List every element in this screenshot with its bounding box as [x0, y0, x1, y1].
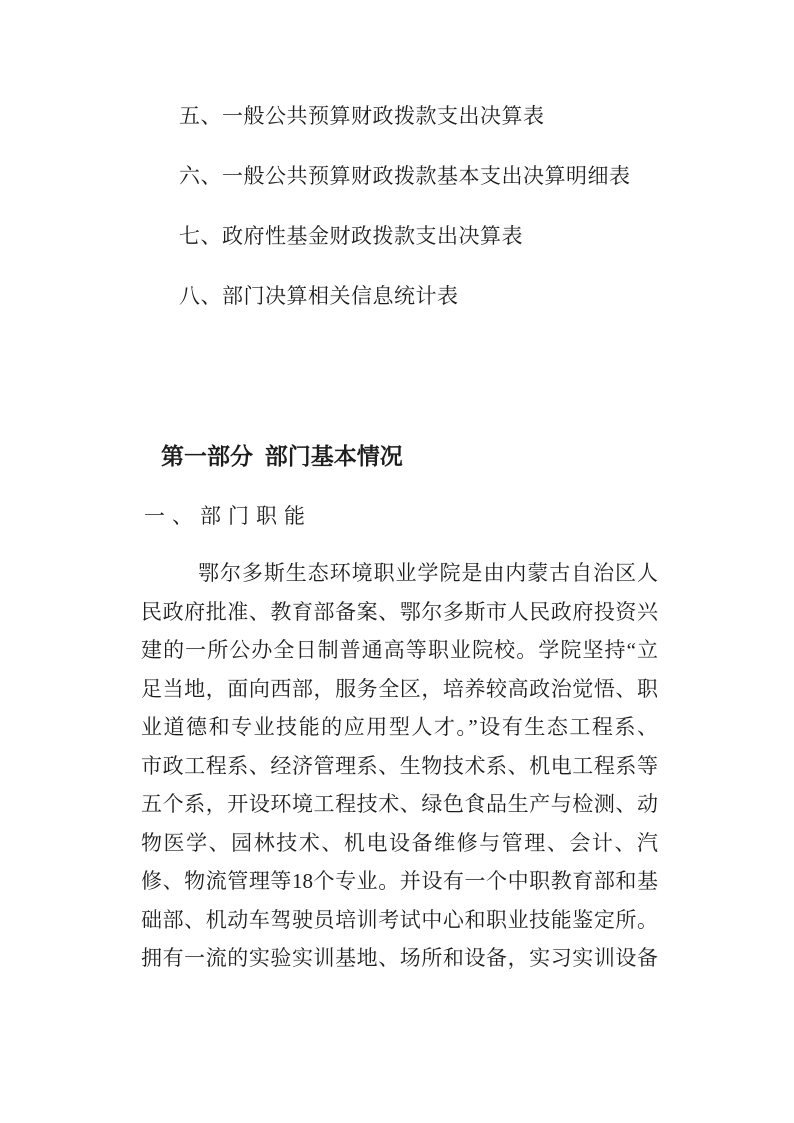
paragraph-line: 拥有一流的实验实训基地、场所和设备，实习实训设备: [141, 946, 658, 970]
toc-item-8: 八、部门决算相关信息统计表: [179, 284, 459, 308]
paragraph-line: 建的一所公办全日制普通高等职业院校。学院坚持“立: [141, 638, 658, 662]
paragraph-line: 足当地，面向西部，服务全区，培养较高政治觉悟、职: [141, 676, 658, 701]
paragraph-line: 修、物流管理等18个专业。并设有一个中职教育部和基: [141, 869, 658, 893]
paragraph-line: 础部、机动车驾驶员培训考试中心和职业技能鉴定所。: [141, 907, 658, 932]
paragraph-line: 民政府批准、教育部备案、鄂尔多斯市人民政府投资兴: [141, 599, 658, 624]
body-paragraph: [141, 554, 658, 978]
section-heading: 一、部门职能: [144, 504, 312, 528]
toc-item-5: 五、一般公共预算财政拨款支出决算表: [179, 104, 545, 128]
paragraph-line: 鄂尔多斯生态环境职业学院是由内蒙古自治区人: [198, 561, 658, 585]
part-heading: 第一部分 部门基本情况: [161, 444, 403, 469]
toc-item-6: 六、一般公共预算财政拨款基本支出决算明细表: [179, 164, 631, 188]
paragraph-line: 五个系，开设环境工程技术、绿色食品生产与检测、动: [141, 792, 658, 816]
toc-list: [179, 86, 631, 326]
toc-item-7: 七、政府性基金财政拨款支出决算表: [179, 224, 523, 248]
paragraph-line: 业道德和专业技能的应用型人才。”设有生态工程系、: [141, 715, 658, 739]
paragraph-line: 物医学、园林技术、机电设备维修与管理、会计、汽: [141, 830, 658, 855]
paragraph-line: 市政工程系、经济管理系、生物技术系、机电工程系等: [141, 753, 658, 778]
